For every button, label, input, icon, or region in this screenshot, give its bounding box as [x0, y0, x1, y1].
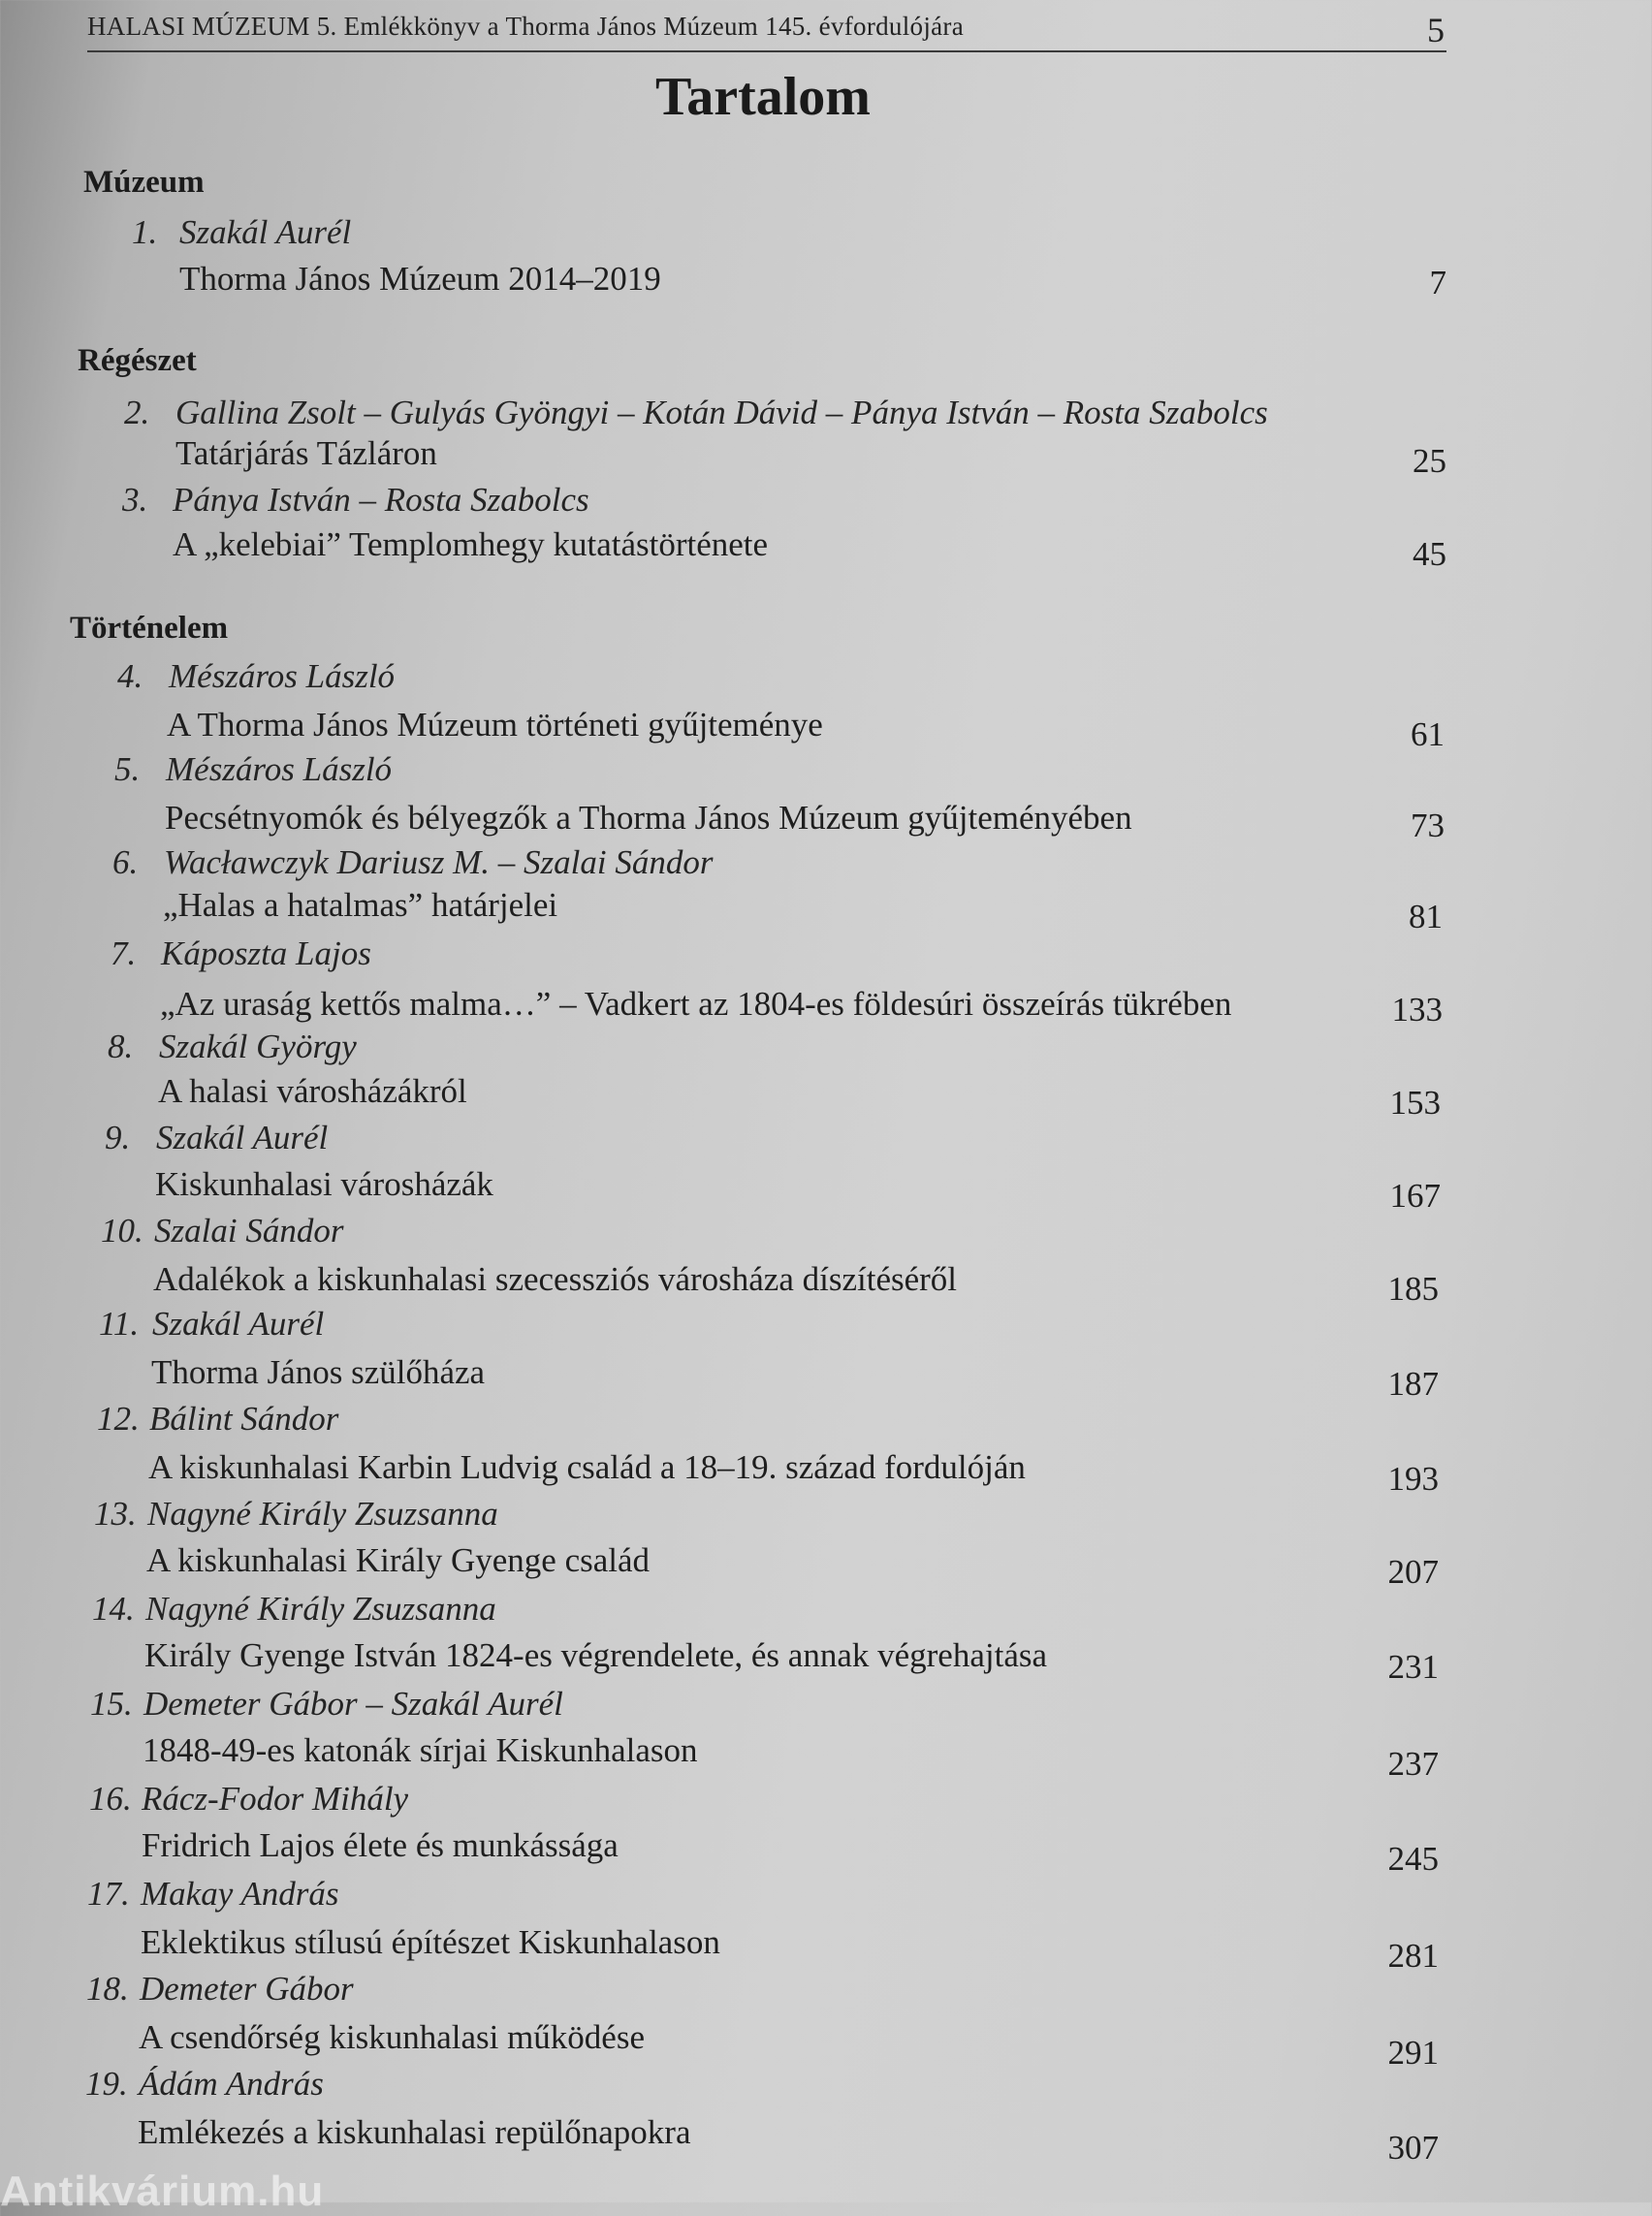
- entry-title: „Halas a hatalmas” határjelei: [163, 886, 558, 924]
- entry-page: 207: [1387, 1553, 1439, 1591]
- entry-title: Adalékok a kiskunhalasi szecessziós városháza díszítéséről: [153, 1260, 958, 1298]
- entry-author: Szakál György: [159, 1028, 357, 1065]
- entry-title: Pecsétnyomók és bélyegzők a Thorma János Múzeum gyűjteményében: [165, 799, 1132, 837]
- entry-title: Thorma János Múzeum 2014–2019: [179, 260, 661, 298]
- entry-author: Szalai Sándor: [154, 1212, 344, 1250]
- entry-page: 245: [1387, 1840, 1439, 1878]
- entry-page: 167: [1389, 1177, 1441, 1215]
- section-heading-muzeum: Múzeum: [83, 165, 205, 200]
- entry-author: Ádám András: [139, 2065, 324, 2103]
- entry-page: 153: [1389, 1084, 1441, 1122]
- entry-page: 307: [1387, 2129, 1439, 2167]
- entry-title: Kiskunhalasi városházák: [155, 1165, 493, 1203]
- entry-number: 11.: [99, 1305, 140, 1343]
- entry-title: 1848-49-es katonák sírjai Kiskunhalason: [143, 1731, 698, 1769]
- entry-page: 7: [1429, 264, 1446, 301]
- entry-author: Nagyné Király Zsuzsanna: [145, 1590, 496, 1628]
- entry-number: 8.: [108, 1028, 134, 1065]
- entry-title: A Thorma János Múzeum történeti gyűjteménye: [167, 706, 823, 744]
- entry-number: 3.: [122, 481, 148, 519]
- entry-title: A csendőrség kiskunhalasi működése: [139, 2018, 645, 2056]
- entry-title: Eklektikus stílusú építészet Kiskunhalason: [141, 1923, 720, 1961]
- entry-page: 237: [1387, 1745, 1439, 1783]
- entry-number: 5.: [114, 750, 141, 788]
- entry-page: 81: [1409, 898, 1443, 935]
- entry-number: 15.: [90, 1685, 133, 1723]
- entry-number: 16.: [89, 1780, 132, 1818]
- entry-page: 185: [1387, 1270, 1439, 1308]
- entry-title: Tatárjárás Tázláron: [175, 434, 437, 472]
- entry-number: 13.: [94, 1495, 137, 1533]
- entry-number: 14.: [92, 1590, 135, 1628]
- entry-author: Makay András: [141, 1875, 339, 1913]
- entry-author: Wacławczyk Dariusz M. – Szalai Sándor: [164, 843, 714, 881]
- entry-page: 193: [1387, 1460, 1439, 1498]
- running-header: [87, 8, 1446, 52]
- entry-title: A kiskunhalasi Király Gyenge család: [146, 1541, 651, 1579]
- entry-author: Demeter Gábor – Szakál Aurél: [143, 1685, 563, 1723]
- page-number: 5: [1427, 11, 1445, 49]
- entry-number: 2.: [124, 394, 150, 431]
- entry-page: 231: [1387, 1648, 1439, 1686]
- entry-title: Fridrich Lajos élete és munkássága: [142, 1826, 619, 1864]
- entry-title: A „kelebiai” Templomhegy kutatástörténete: [173, 525, 769, 563]
- running-header-title: HALASI MÚZEUM 5. Emlékkönyv a Thorma János Múzeum 145. évfordulójára: [87, 12, 964, 41]
- entry-page: 187: [1387, 1365, 1439, 1403]
- entry-number: 6.: [112, 843, 139, 881]
- entry-number: 4.: [117, 657, 143, 695]
- entry-title: A kiskunhalasi Karbin Ludvig család a 18–19. század fordulóján: [148, 1448, 1026, 1486]
- entry-page: 281: [1387, 1937, 1439, 1975]
- entry-number: 10.: [101, 1212, 143, 1250]
- entry-number: 19.: [85, 2065, 128, 2103]
- section-heading-tortenelem: Történelem: [70, 611, 229, 646]
- entry-author: Mészáros László: [166, 750, 393, 788]
- section-heading-regeszet: Régészet: [78, 343, 197, 378]
- entry-author: Rácz-Fodor Mihály: [142, 1780, 409, 1818]
- entry-author: Szakál Aurél: [152, 1305, 325, 1343]
- toc-title: Tartalom: [655, 67, 871, 127]
- entry-author: Bálint Sándor: [149, 1400, 339, 1438]
- entry-author: Gallina Zsolt – Gulyás Gyöngyi – Kotán Dávid – Pánya István – Rosta Szabolcs: [175, 394, 1268, 431]
- entry-author: Szakál Aurél: [156, 1119, 329, 1156]
- entry-author: Mészáros László: [169, 657, 396, 695]
- entry-number: 18.: [86, 1970, 129, 2008]
- entry-title: Emlékezés a kiskunhalasi repülőnapokra: [138, 2113, 691, 2151]
- entry-page: 291: [1387, 2034, 1439, 2072]
- entry-number: 7.: [111, 934, 137, 972]
- entry-number: 12.: [97, 1400, 140, 1438]
- entry-author: Szakál Aurél: [179, 213, 352, 251]
- entry-number: 1.: [132, 213, 158, 251]
- entry-title: Thorma János szülőháza: [151, 1353, 486, 1391]
- entry-page: 61: [1411, 715, 1445, 753]
- entry-page: 73: [1411, 807, 1445, 844]
- entry-number: 17.: [87, 1875, 130, 1913]
- entry-title: A halasi városházákról: [158, 1072, 467, 1110]
- entry-author: Demeter Gábor: [140, 1970, 354, 2008]
- entry-author: Pánya István – Rosta Szabolcs: [173, 481, 589, 519]
- entry-number: 9.: [105, 1119, 131, 1156]
- entry-title: Király Gyenge István 1824-es végrendelete, és annak végrehajtása: [144, 1636, 1048, 1674]
- entry-page: 25: [1413, 442, 1446, 480]
- entry-author: Káposzta Lajos: [161, 934, 371, 972]
- entry-title: „Az uraság kettős malma…” – Vadkert az 1804-es földesúri összeírás tükrében: [160, 985, 1232, 1023]
- entry-page: 45: [1413, 535, 1446, 573]
- entry-author: Nagyné Király Zsuzsanna: [147, 1495, 498, 1533]
- entry-page: 133: [1391, 991, 1443, 1029]
- watermark-text: Antikvárium.hu: [0, 2168, 325, 2215]
